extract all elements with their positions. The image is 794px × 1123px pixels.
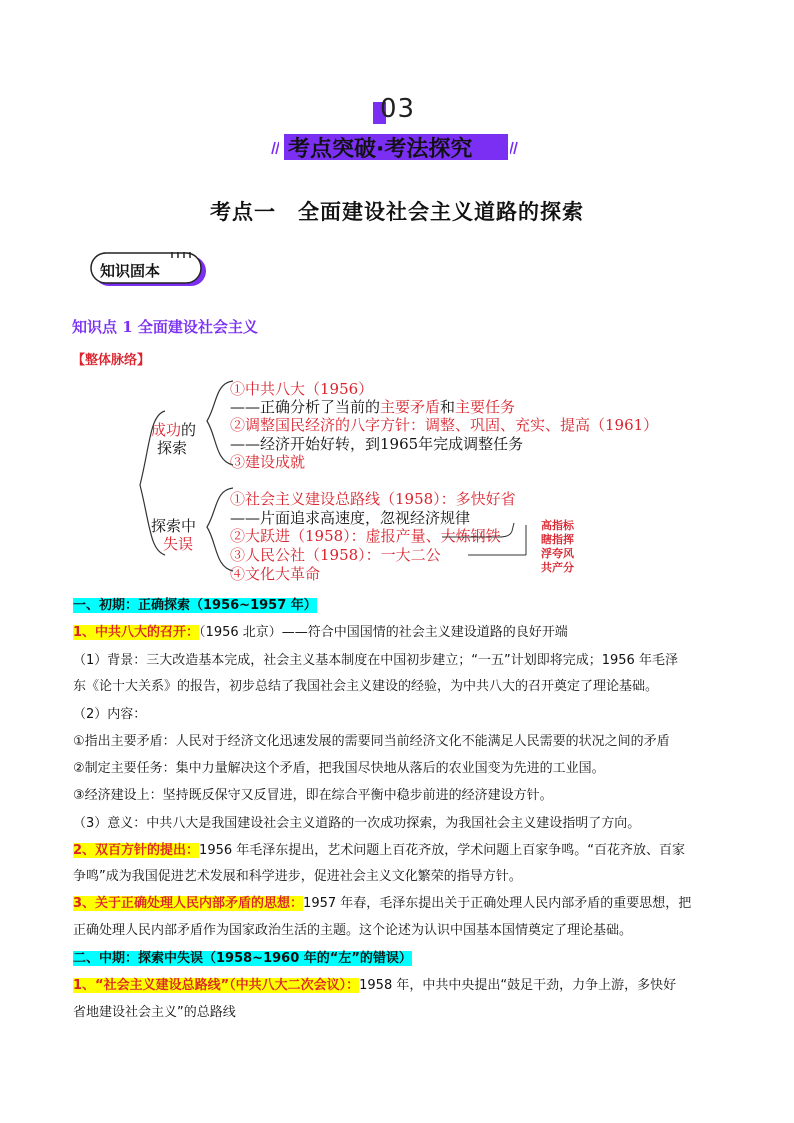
branch-success-red: 成功 xyxy=(151,421,182,439)
item-heading: 1、“社会主义建设总路线”（中共八大二次会议）： xyxy=(73,978,360,993)
branch-success-line2: 探索 xyxy=(157,439,188,457)
item-text: 1958 年，中共中央提出“鼓足干劲，力争上游，多快好 xyxy=(359,978,677,993)
side-note: 共产分 xyxy=(541,561,574,574)
item-text: 1957 年春，毛泽东提出关于正确处理人民内部矛盾的重要思想，把 xyxy=(303,896,692,911)
section-heading-text: 一、初期：正确探索（1956~1957 年） xyxy=(73,598,317,613)
branch-success-black: 的 xyxy=(181,421,197,439)
paragraph-line: ②制定主要任务：集中力量解决这个矛盾，把我国尽快地从落后的农业国变为先进的工业国。 xyxy=(73,761,605,776)
paragraph xyxy=(73,841,685,861)
outline-item: ——经济开始好转，到1965年完成调整任务 xyxy=(230,435,524,453)
item-heading: 3、关于正确处理人民内部矛盾的思想： xyxy=(73,896,304,911)
branch-mistake-line1: 探索中 xyxy=(151,517,197,535)
outline-label: 【整体脉络】 xyxy=(72,353,151,368)
side-note: 浮夸风 xyxy=(541,547,574,560)
paragraph-line: 东《论十大关系》的报告，初步总结了我国社会主义建设的经验，为中共八大的召开奠定了理论基础。 xyxy=(73,679,659,694)
paragraph-line: （1）背景：三大改造基本完成，社会主义基本制度在中国初步建立；“一五”计划即将完成；1956 年毛泽 xyxy=(73,653,678,668)
item-heading: 1、中共八大的召开： xyxy=(73,625,200,640)
paragraph-line: （2）内容： xyxy=(73,707,147,722)
outline-text: 主要任务 xyxy=(455,398,516,416)
left-slash-icon xyxy=(268,141,279,155)
outline-text: 主要矛盾 xyxy=(380,398,441,416)
outline-item: ①社会主义建设总路线（1958）：多快好省 xyxy=(230,490,516,508)
outline-item: ②调整国民经济的八字方针：调整、巩固、充实、提高（1961） xyxy=(230,416,659,434)
section-heading xyxy=(73,949,412,969)
outline-item: ③人民公社（1958）：一大二公 xyxy=(230,546,441,564)
side-note: 高指标 xyxy=(541,519,574,532)
outline-text: 和 xyxy=(440,398,456,416)
outline-item: ④文化大革命 xyxy=(230,565,321,583)
paragraph xyxy=(73,976,676,996)
branch-mistake-line2: 失误 xyxy=(163,535,194,553)
outline-item: ②大跃进（1958）：虚报产量、大炼钢铁 xyxy=(230,527,501,545)
paragraph-line: 省地建设社会主义”的总路线 xyxy=(73,1005,236,1020)
section-heading xyxy=(73,596,317,616)
paragraph xyxy=(73,623,568,643)
side-note: 瞎指挥 xyxy=(541,533,574,546)
connector-lines-icon xyxy=(440,515,540,570)
item-text: 1956 年毛泽东提出，艺术问题上百花齐放，学术问题上百家争鸣。“百花齐放、百家 xyxy=(199,843,685,858)
outline-text: ——正确分析了当前的 xyxy=(230,398,381,416)
paragraph xyxy=(73,894,691,914)
right-slash-icon xyxy=(510,141,521,155)
outline-item xyxy=(230,398,515,416)
paragraph-line: ①指出主要矛盾：人民对于经济文化迅速发展的需要同当前经济文化不能满足人民需要的状况之间的矛盾 xyxy=(73,734,670,749)
outline-item: ③建设成就 xyxy=(230,453,306,471)
branch-success-label xyxy=(151,421,196,457)
item-text: （1956 北京）——符合中国国情的社会主义建设道路的良好开端 xyxy=(199,625,568,640)
section-heading-text: 二、中期：探索中失误（1958~1960 年的“左”的错误） xyxy=(73,951,412,966)
outline-item: ——片面追求高速度，忽视经济规律 xyxy=(230,509,471,527)
page-title: 考点一 全面建设社会主义道路的探索 xyxy=(210,200,584,224)
paragraph-line: 争鸣”成为我国促进艺术发展和科学进步，促进社会主义文化繁荣的指导方针。 xyxy=(73,869,522,884)
badge-label: 知识固本 xyxy=(100,262,161,280)
side-notes xyxy=(541,519,574,575)
paragraph-line: （3）意义：中共八大是我国建设社会主义道路的一次成功探索，为我国社会主义建设指明了方向。 xyxy=(73,816,641,831)
item-heading: 2、双百方针的提出： xyxy=(73,843,200,858)
section-number: 03 xyxy=(380,94,416,124)
outline-braces-icon xyxy=(125,375,245,585)
outline-item: ①中共八大（1956） xyxy=(230,380,374,398)
paragraph-line: 正确处理人民内部矛盾作为国家政治生活的主题。这个论述为认识中国基本国情奠定了理论基础。 xyxy=(73,923,633,938)
branch-mistake-label xyxy=(151,517,196,553)
paragraph-line: ③经济建设上：坚持既反保守又反冒进，即在综合平衡中稳步前进的经济建设方针。 xyxy=(73,788,553,803)
section-banner: 考点突破·考法探究 xyxy=(288,137,473,162)
knowledge-point-title: 知识点 1 全面建设社会主义 xyxy=(72,318,258,336)
